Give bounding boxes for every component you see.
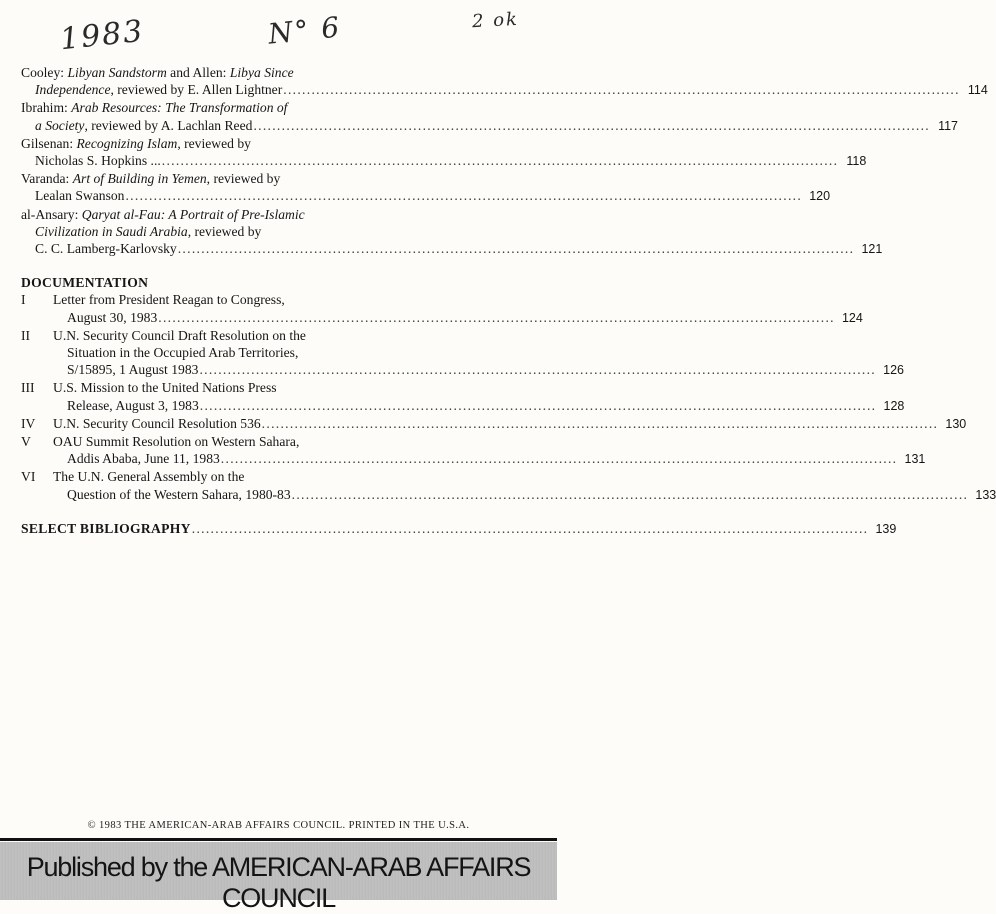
page-number: 131: [904, 452, 926, 467]
page-number: 133: [975, 487, 996, 502]
documentation-item: [21, 433, 926, 468]
documentation-body: [53, 291, 863, 326]
review-text-part: Lealan Swanson: [35, 188, 125, 204]
review-text-part: Ibrahim:: [21, 100, 72, 116]
documentation-text: August 30, 1983: [67, 309, 158, 325]
review-text: [21, 206, 305, 223]
documentation-line: [53, 327, 904, 344]
leader-dots: [125, 187, 802, 204]
documentation-line: [53, 291, 863, 308]
documentation-line: [53, 415, 966, 433]
page-number: 118: [846, 154, 867, 169]
page-number: 128: [883, 398, 905, 413]
documentation-body: [53, 379, 904, 414]
bibliography-label: SELECT BIBLIOGRAPHY: [21, 520, 191, 536]
footer-rule: [0, 838, 557, 841]
documentation-item: [21, 291, 863, 326]
leader-dots: [253, 117, 930, 134]
documentation-body: [53, 468, 996, 503]
documentation-text: U.N. Security Council Resolution 536: [53, 415, 261, 431]
review-entry: [21, 170, 831, 205]
documentation-line: [53, 486, 996, 504]
book-title: Arab Resources: The Transformation of: [71, 100, 288, 116]
documentation-list: [21, 291, 996, 503]
documentation-text: Letter from President Reagan to Congress,: [53, 292, 285, 308]
documentation-item: [21, 468, 996, 503]
page-number: 120: [809, 189, 831, 204]
leader-dots: [192, 520, 869, 537]
leader-dots: [221, 450, 898, 467]
review-text: [21, 170, 280, 187]
page-number: 126: [883, 363, 905, 378]
documentation-body: [53, 327, 904, 380]
documentation-text: Release, August 3, 1983: [67, 397, 199, 413]
documentation-line: [53, 397, 904, 415]
review-text-part: C. C. Lamberg-Karlovsky: [35, 241, 177, 257]
documentation-text: OAU Summit Resolution on Western Sahara,: [53, 434, 300, 450]
leader-dots: [158, 309, 835, 326]
page-number: 139: [875, 521, 897, 536]
documentation-text: The U.N. General Assembly on the: [53, 469, 245, 485]
leader-dots: [199, 361, 876, 378]
documentation-body: [53, 415, 966, 433]
review-entry: [21, 99, 959, 134]
review-entry: [21, 64, 988, 99]
page-number: 114: [967, 83, 988, 98]
roman-numeral: II: [21, 327, 31, 343]
roman-numeral: VI: [21, 469, 36, 485]
review-line: [21, 240, 883, 258]
page-number: 117: [938, 118, 959, 133]
review-line: [21, 170, 521, 187]
copyright-notice: © 1983 THE AMERICAN-ARAB AFFAIRS COUNCIL. PRINTED IN THE U.S.A.: [87, 820, 470, 831]
review-text-part: Varanda:: [21, 171, 73, 187]
review-line: [21, 152, 867, 170]
leader-dots: [162, 152, 839, 169]
review-line: [21, 135, 521, 152]
review-line: [21, 117, 959, 135]
review-text: [21, 135, 251, 152]
leader-dots: [178, 240, 855, 257]
book-title: Art of Building in Yemen: [72, 171, 207, 187]
review-line: [21, 187, 831, 205]
page-number: 121: [861, 242, 883, 257]
review-text-part: al-Ansary:: [21, 206, 82, 222]
page-number: 124: [841, 310, 863, 325]
review-text-part: Gilsenan:: [21, 135, 77, 151]
book-title: Independence: [35, 82, 111, 98]
roman-numeral: IV: [21, 415, 36, 431]
documentation-line: [53, 309, 863, 327]
book-title: Recognizing Islam: [76, 135, 178, 151]
page-number: 130: [945, 416, 967, 431]
reviews-list: [21, 64, 988, 258]
review-text-part: , reviewed by: [187, 223, 262, 239]
review-text: [21, 99, 287, 116]
review-line: [21, 206, 521, 223]
review-text-part: , reviewed by: [177, 135, 251, 151]
leader-dots: [283, 81, 960, 98]
review-text: [21, 64, 294, 81]
review-text: [35, 152, 161, 169]
review-text: [35, 81, 282, 98]
roman-numeral: V: [21, 434, 31, 450]
review-text: [35, 117, 252, 134]
review-line: [21, 223, 521, 240]
documentation-text: U.N. Security Council Draft Resolution on the: [53, 327, 306, 343]
publisher-band-text: Published by the AMERICAN-ARAB AFFAIRS COUNCIL: [26, 852, 531, 913]
leader-dots: [262, 415, 939, 432]
handwritten-year: 1983: [58, 13, 146, 58]
review-text-part: Nicholas S. Hopkins ...: [35, 153, 161, 169]
book-title: Libya Since: [229, 65, 294, 80]
documentation-line: [53, 450, 925, 468]
review-text: [35, 240, 177, 257]
documentation-body: [53, 433, 925, 468]
review-text-part: Cooley:: [21, 65, 68, 80]
leader-dots: [200, 397, 877, 414]
documentation-line: [53, 361, 904, 379]
roman-numeral: III: [21, 380, 35, 396]
documentation-line: [53, 344, 904, 361]
documentation-text: Question of the Western Sahara, 1980-83: [67, 486, 291, 502]
documentation-line: [53, 379, 904, 396]
review-text-part: , reviewed by: [206, 171, 281, 187]
review-text: [35, 223, 261, 240]
review-line: [21, 64, 521, 81]
documentation-item: [21, 379, 905, 414]
documentation-text: U.S. Mission to the United Nations Press: [53, 380, 277, 396]
review-text-part: , reviewed by E. Allen Lightner: [110, 82, 283, 98]
review-text-part: , reviewed by A. Lachlan Reed: [84, 117, 253, 133]
review-entry: [21, 206, 883, 259]
documentation-line: [53, 433, 925, 450]
documentation-text: S/15895, 1 August 1983: [67, 362, 199, 378]
review-line: [21, 81, 988, 99]
documentation-text: Situation in the Occupied Arab Territories,: [67, 345, 299, 361]
documentation-text: Addis Ababa, June 11, 1983: [67, 451, 220, 467]
bibliography-entry: [21, 520, 897, 538]
review-text: [35, 187, 124, 204]
book-title: Libyan Sandstorm: [67, 65, 167, 80]
handwritten-corner-note: 2 ok: [471, 8, 520, 33]
roman-numeral: I: [21, 292, 26, 308]
review-line: [21, 99, 521, 116]
review-text-part: and Allen:: [166, 65, 230, 80]
handwritten-issue-number: N° 6: [266, 10, 343, 51]
documentation-item: [21, 415, 967, 433]
book-title: a Society: [35, 117, 85, 133]
documentation-item: [21, 327, 905, 380]
book-title: Civilization in Saudi Arabia: [35, 223, 188, 239]
review-entry: [21, 135, 867, 170]
leader-dots: [292, 486, 969, 503]
book-title: Qaryat al-Fau: A Portrait of Pre-Islamic: [81, 206, 305, 222]
documentation-heading: DOCUMENTATION: [21, 275, 149, 291]
documentation-line: [53, 468, 996, 485]
table-of-contents: [21, 64, 996, 538]
